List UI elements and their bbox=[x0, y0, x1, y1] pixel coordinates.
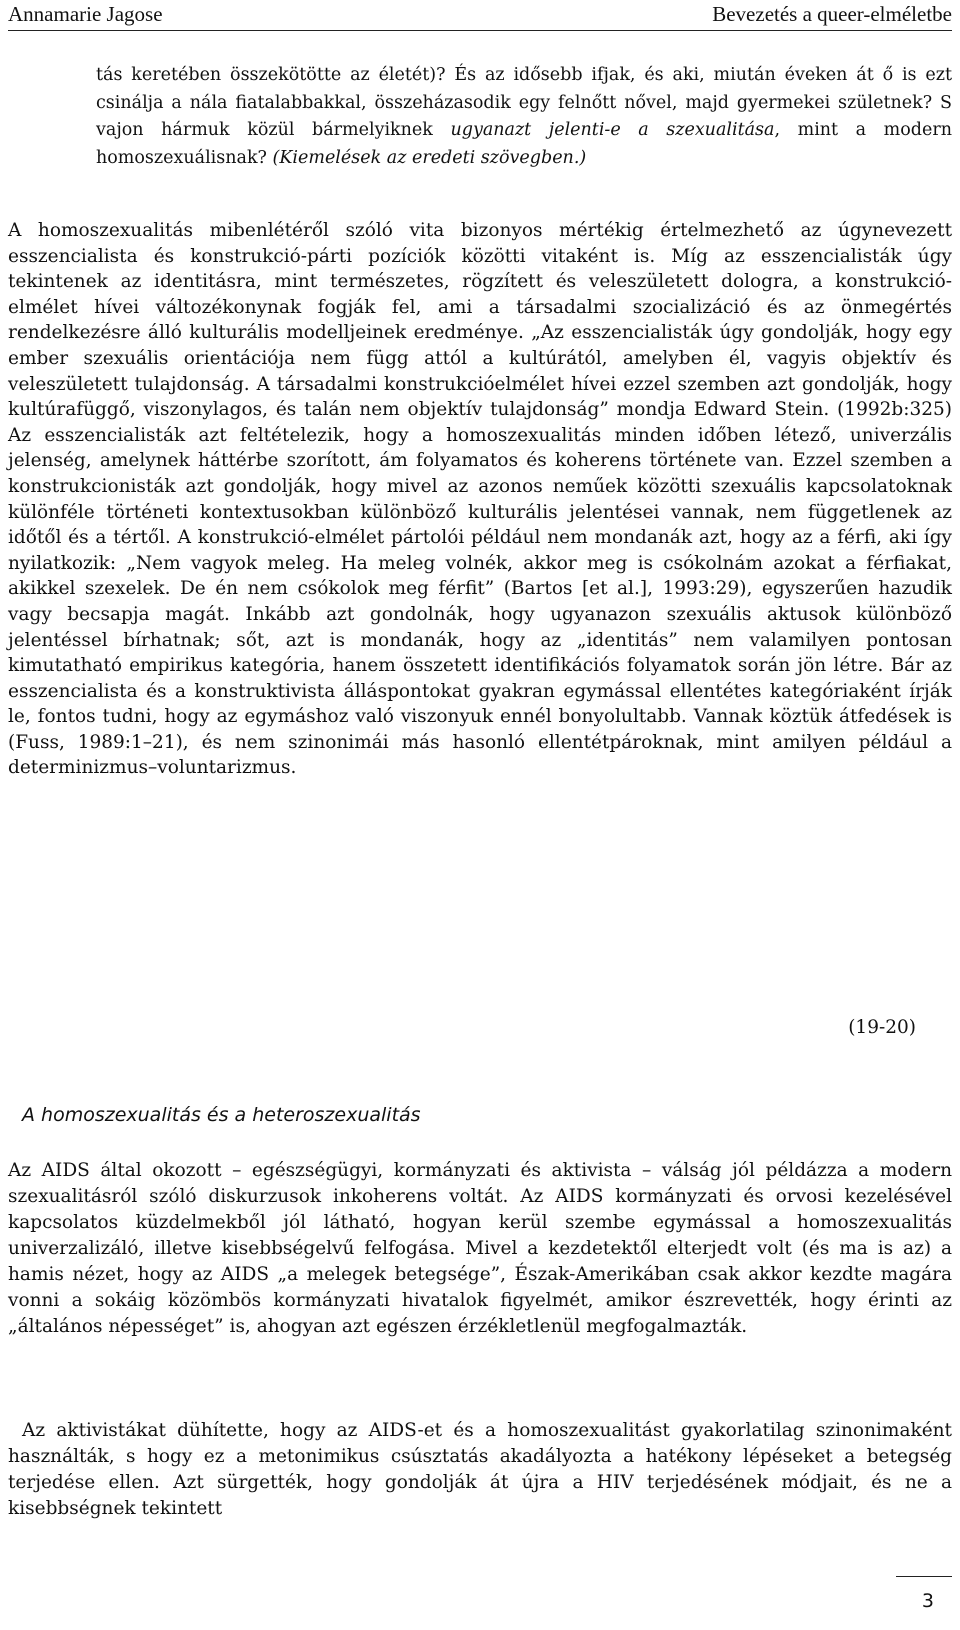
header-book-title: Bevezetés a queer-elméletbe bbox=[712, 2, 952, 26]
body-paragraph-activists: Az aktivistákat dühítette, hogy az AIDS-et és a homoszexualitást gyakorlatilag szinonimaként használták, s hogy ez a metonimikus csúsztatás akadályozta a hatékony lépéseket a betegség terjedése ellen. Azt sürgették, hogy gondolják át újra a HIV terjedésének módjait, és ne a kisebbségnek tekintett bbox=[8, 1420, 952, 1519]
footer-rule bbox=[896, 1576, 952, 1577]
body-paragraph-aids: Az AIDS által okozott – egészségügyi, kormányzati és aktivista – válság jól példázza a modern szexualitásról szóló diskurzusok inkoherens voltát. Az AIDS kormányzati és orvosi kezelésével kapcsolatos küzdelmekből jól látható, hogyan kerül szembe egymással a homoszexualitás univerzalizáló, illetve kisebbségelvű felfogása. Mivel a kezdetektől elterjedt volt (és ma is az) a hamis nézet, hogy az AIDS „a melegek betegsége”, Észak-Amerikában csak akkor kezdte magára vonni a sokáig közömbös kormányzati hivatalok figyelmét, amikor észrevették, hogy érinti az „általános népességet” is, ahogyan azt egészen érzékletlenül megfogalmazták. bbox=[8, 1160, 952, 1337]
page-reference: (19-20) bbox=[848, 1017, 916, 1038]
quote-emphasis: ugyanazt jelenti-e a szexualitása bbox=[450, 120, 775, 140]
page-number: 3 bbox=[921, 1590, 934, 1612]
quote-note: (Kiemelések az eredeti szövegben.) bbox=[272, 147, 587, 168]
body-paragraph-essentialism: A homoszexualitás mibenlétéről szóló vita bizonyos mértékig értelmezhető az úgynevezett esszencialista és konstrukció-párti pozíciók közötti vitaként is. Míg az esszencialisták úgy tekintenek az identitásra, mint természetes, rögzített és veleszületett dologra, a konstrukció-elmélet hívei változékonynak fogják fel, ami a társadalmi szocializáció és az önmegértés rendelkezésre álló kulturális modelljeinek eredménye. „Az esszencialisták úgy gondolják, hogy egy ember szexuális orientációja nem függ attól a kultúrától, amelyben él, vagyis objektív és veleszületett tulajdonság. A társadalmi konstrukcióelmélet hívei ezzel szemben azt gondolják, hogy kultúrafüggő, viszonylagos, és talán nem objektív tulajdonság” mondja Edward Stein. (1992b:325) Az esszencialisták azt feltételezik, hogy a homoszexualitás minden időben létező, univerzális jelenség, amelynek háttérbe szorított, ám folyamatos és koherens története van. Ezzel szemben a konstrukcionisták azt gondolják, hogy mivel az azonos neműek közötti szexuális kapcsolatoknak különféle történeti kontextusokban különböző kulturális jelentései vannak, nem függetlenek az időtől és a tértől. A konstrukció-elmélet pártolói például nem mondanák azt, hogy az a férfi, aki így nyilatkozik: „Nem vagyok meleg. Ha meleg volnék, akkor meg is csókolnám azokat a férfiakat, akikkel szexelek. De én nem csókolok meg férfit” (Bartos [et al.], 1993:29), egyszerűen hazudik vagy becsapja magát. Inkább azt gondolnák, hogy ugyanazon szexuális aktusok különböző jelentéssel bírhatnak; sőt, azt is mondanák, hogy az „identitás” nem valamilyen pontosan kimutatható empirikus kategória, hanem összetett identifikációs folyamatok során jön létre. Bár az esszencialista és a konstruktivista álláspontokat gyakran egymással ellentétes kategóriaként írják le, fontos tudni, hogy az egymáshoz való viszonyuk ennél bonyolultabb. Vannak köztük átfedések is (Fuss, 1989:1–21), és nem szinonimái más hasonló ellentétpároknak, mint amilyen például a determinizmus–voluntarizmus. bbox=[8, 220, 952, 779]
section-heading: A homoszexualitás és a heteroszexualitás bbox=[22, 1104, 421, 1126]
quote-text-start: tás keretében összekötötte az életét)? És az idősebb ifjak, és aki, miután éveken át ő is ezt csinálja a nála fiatalabbakkal, összeházasodik egy felnőtt nővel, majd gyermekei születnek? S vajon hármuk közül bármelyiknek bbox=[96, 65, 952, 140]
running-header bbox=[8, 0, 952, 31]
header-author: Annamarie Jagose bbox=[8, 2, 163, 26]
quote-text-end: , mint a modern homoszexuálisnak? bbox=[96, 120, 952, 168]
block-quote bbox=[96, 62, 952, 172]
